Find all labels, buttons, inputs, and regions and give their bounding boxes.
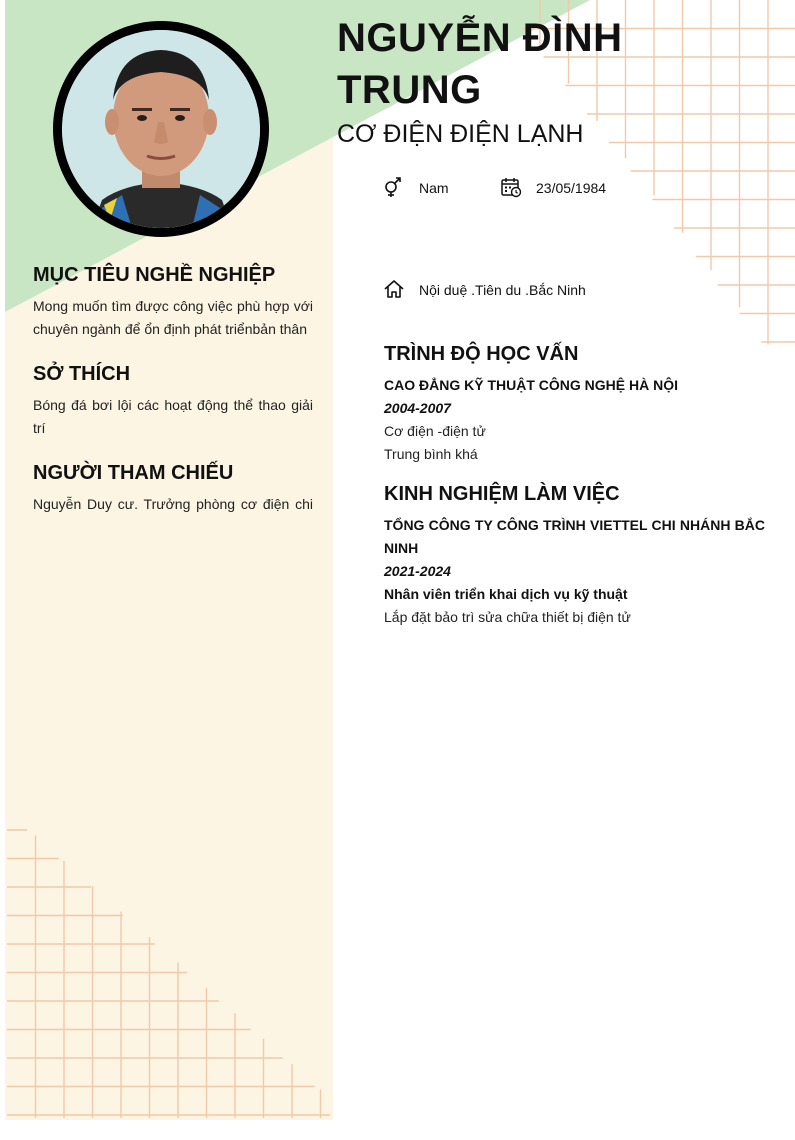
- gender-value: Nam: [419, 180, 449, 196]
- calendar-icon: [500, 176, 522, 198]
- gender-icon: [383, 176, 405, 198]
- experience-period: 2021-2024: [384, 563, 451, 579]
- education-period: 2004-2007: [384, 400, 451, 416]
- birthdate-value: 23/05/1984: [536, 180, 607, 196]
- objective-text: Mong muốn tìm được công việc phù hợp với chuyên ngành để ổn định phát triểnbản thân: [33, 298, 313, 337]
- company-name: TỔNG CÔNG TY CÔNG TRÌNH VIETTEL CHI NHÁNH BẮC NINH: [384, 517, 765, 556]
- education-grade: Trung bình khá: [384, 446, 478, 462]
- home-icon: [383, 278, 405, 300]
- job-position: Nhân viên triển khai dịch vụ kỹ thuật: [384, 586, 628, 602]
- references-text: Nguyễn Duy cư. Trưởng phòng cơ điện chi: [33, 496, 313, 512]
- hobbies-text: Bóng đá bơi lội các hoạt động thể thao giải trí: [33, 397, 313, 436]
- experience-title: KINH NGHIỆM LÀM VIỆC: [384, 483, 620, 505]
- experience-section: [384, 514, 765, 629]
- school-name: CAO ĐẲNG KỸ THUẬT CÔNG NGHỆ HÀ NỘI: [384, 377, 678, 393]
- hobbies-title: SỞ THÍCH: [33, 363, 131, 385]
- avatar: [62, 30, 260, 228]
- objective-title: MỤC TIÊU NGHỀ NGHIỆP: [33, 264, 276, 286]
- profile-photo: [62, 30, 260, 228]
- education-title: TRÌNH ĐỘ HỌC VẤN: [384, 343, 579, 365]
- candidate-name: NGUYỄN ĐÌNH TRUNG: [337, 16, 623, 112]
- education-major: Cơ điện -điện tử: [384, 423, 486, 439]
- job-description: Lắp đặt bảo trì sửa chữa thiết bị điện tử: [384, 609, 631, 625]
- address-value: Nội duệ .Tiên du .Bắc Ninh: [419, 282, 586, 298]
- job-title: CƠ ĐIỆN ĐIỆN LẠNH: [337, 120, 584, 148]
- references-title: NGƯỜI THAM CHIẾU: [33, 462, 234, 484]
- education-section: [384, 374, 765, 466]
